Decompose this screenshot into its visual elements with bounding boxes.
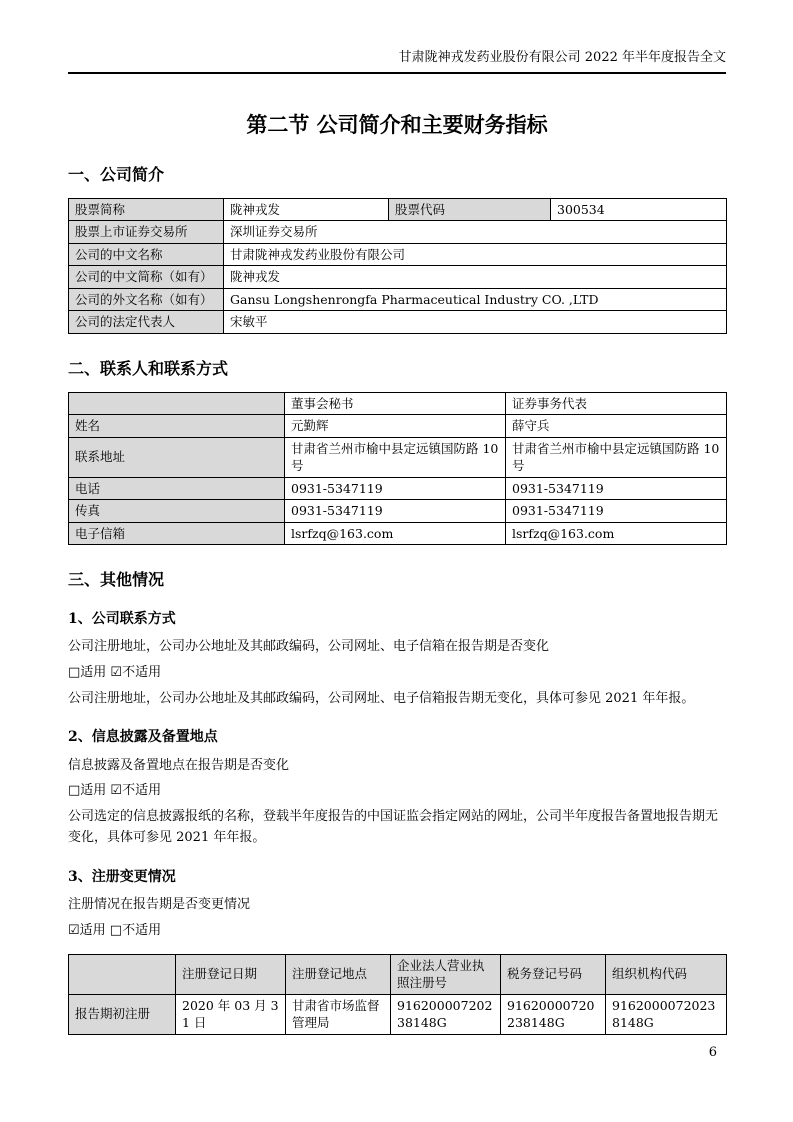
row-value: lsrfzq@163.com [506,522,727,545]
row-label: 报告期初注册 [69,994,176,1034]
row-value: 91620000720238148G [391,994,501,1034]
subsection-1-heading: 1、公司联系方式 [68,610,176,627]
table-row [69,500,727,523]
row-value: 元勤辉 [285,415,506,438]
column-header: 注册登记地点 [286,954,391,994]
row-label: 联系地址 [69,437,285,477]
table-header-row [69,392,727,415]
row-value: 2020 年 03 月 31 日 [176,994,286,1034]
page-number: 6 [708,1045,717,1060]
row-label: 公司的法定代表人 [69,311,224,334]
corner-cell [69,392,285,415]
row-label: 公司的中文简称（如有） [69,266,224,289]
column-header: 企业法人营业执照注册号 [391,954,501,994]
table-row [69,522,727,545]
column-header-secretary: 董事会秘书 [285,392,506,415]
table-row [69,311,727,334]
section-1-heading: 一、公司简介 [68,165,165,185]
row-label: 股票上市证券交易所 [69,221,224,244]
table-header-row [69,954,727,994]
table-row [69,288,727,311]
table-row [69,994,727,1034]
question-text: 公司注册地址，公司办公地址及其邮政编码，公司网址、电子信箱在报告期是否变化 [68,638,550,654]
note-text: 公司选定的信息披露报纸的名称，登载半年度报告的中国证监会指定网站的网址，公司半年度报告备置地报告期无变化，具体可参见 2021 年年报。 [68,809,719,845]
company-profile-table [68,198,727,334]
table-row [69,415,727,438]
row-value: 0931-5347119 [506,500,727,523]
row-label: 传真 [69,500,285,523]
corner-cell [69,954,176,994]
table-row [69,266,727,289]
column-header: 注册登记日期 [176,954,286,994]
row-value: 91620000720238148G [606,994,727,1034]
row-value: 0931-5347119 [285,500,506,523]
table-row [69,437,727,477]
table-row [69,198,727,221]
row-label: 电子信箱 [69,522,285,545]
row-value: 300534 [551,198,727,221]
column-header: 税务登记号码 [501,954,606,994]
note-text: 公司注册地址，公司办公地址及其邮政编码，公司网址、电子信箱报告期无变化，具体可参见 2021 年年报。 [68,690,695,706]
row-value: 0931-5347119 [506,477,727,500]
contacts-table [68,392,727,546]
row-value: 91620000720238148G [501,994,606,1034]
row-label: 公司的外文名称（如有） [69,288,224,311]
row-label: 姓名 [69,415,285,438]
row-value: 陇神戎发 [224,198,389,221]
row-value: 甘肃省兰州市榆中县定远镇国防路 10 号 [506,437,727,477]
row-value: 深圳证券交易所 [224,221,727,244]
subsection-2-heading: 2、信息披露及备置地点 [68,729,218,746]
column-header: 组织机构代码 [606,954,727,994]
subsection-3-heading: 3、注册变更情况 [68,868,176,885]
registration-table [68,954,727,1035]
row-value: 甘肃省兰州市榆中县定远镇国防路 10 号 [285,437,506,477]
applicability-checkboxes: ☑适用 □不适用 [68,922,162,938]
section-3-heading: 三、其他情况 [68,570,165,590]
column-header-representative: 证券事务代表 [506,392,727,415]
row-value: lsrfzq@163.com [285,522,506,545]
applicability-checkboxes: □适用 ☑不适用 [68,664,162,680]
section-2-heading: 二、联系人和联系方式 [68,358,229,378]
applicability-checkboxes: □适用 ☑不适用 [68,783,162,799]
row-value: Gansu Longshenrongfa Pharmaceutical Industry CO. ,LTD [224,288,727,311]
row-label: 公司的中文名称 [69,243,224,266]
question-text: 注册情况在报告期是否变更情况 [68,897,251,913]
table-row [69,477,727,500]
row-value: 陇神戎发 [224,266,727,289]
row-value: 0931-5347119 [285,477,506,500]
row-label: 股票简称 [69,198,224,221]
table-row [69,221,727,244]
row-label: 电话 [69,477,285,500]
row-value: 甘肃陇神戎发药业股份有限公司 [224,243,727,266]
row-value: 宋敏平 [224,311,727,334]
page-header [68,50,726,74]
page-title: 第二节 公司简介和主要财务指标 [246,111,548,137]
report-header-text: 甘肃陇神戎发药业股份有限公司 2022 年半年度报告全文 [398,50,726,65]
row-value: 薛守兵 [506,415,727,438]
question-text: 信息披露及备置地点在报告期是否变化 [68,757,290,773]
row-value: 甘肃省市场监督管理局 [286,994,391,1034]
row-label: 股票代码 [389,198,551,221]
table-row [69,243,727,266]
